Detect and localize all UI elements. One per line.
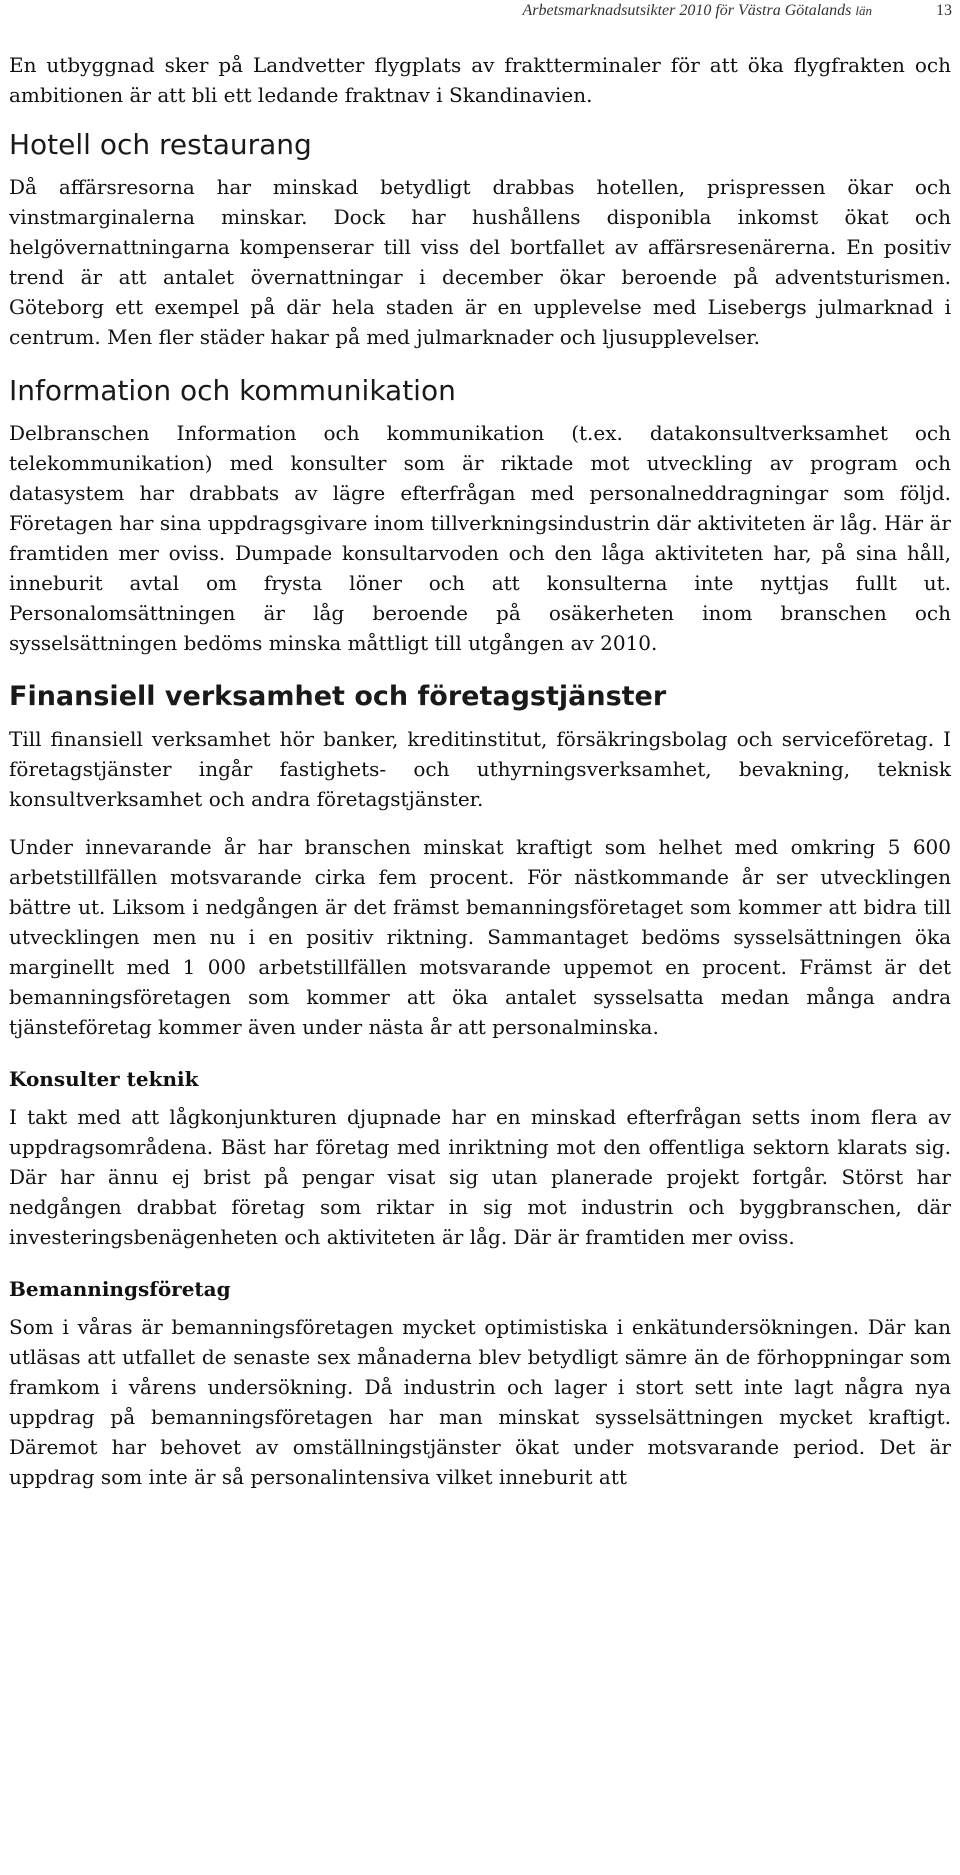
finansiell-paragraph-2: Under innevarande år har branschen minskat kraftigt som helhet med omkring 5 600 arbetstillfällen motsvarande cirka fem procent. För nästkommande år ser utvecklingen bättre ut. Liksom i nedgången är det främst bemanningsföretaget som kommer att bidra till utvecklingen men nu i en positiv riktning. Sammantaget bedöms sysselsättningen öka marginellt med 1 000 arbetstillfällen motsvarande uppemot en procent. Främst är det bemanningsföretagen som kommer att öka antalet sysselsatta medan många andra tjänsteföretag kommer även under nästa år att personalminska.	[9, 835, 951, 1039]
running-title-main: Arbetsmarknadsutsikter 2010 för Västra Götalands	[522, 2, 852, 19]
finansiell-paragraph-1: Till finansiell verksamhet hör banker, kreditinstitut, försäkringsbolag och serviceföretag. I företagstjänster ingår fastighets- och uthyrningsverksamhet, bevakning, teknisk konsultverksamhet och andra företagstjänster.	[9, 727, 951, 811]
document-body	[9, 50, 951, 1492]
running-title	[522, 2, 872, 20]
konsulter-paragraph: I takt med att lågkonjunkturen djupnade har en minskad efterfrågan setts inom flera av uppdragsområdena. Bäst har företag med inriktning mot den offentliga sektorn klarats sig. Där har ännu ej brist på pengar visat sig utan planerade projekt fortgår. Störst har nedgången drabbat företag som riktar in sig mot industrin och byggbranschen, där investeringsbenägenheten och aktiviteten är låg. Där är framtiden mer oviss.	[9, 1105, 951, 1249]
hotell-paragraph: Då affärsresorna har minskad betydligt drabbas hotellen, prispressen ökar och vinstmarginalerna minskar. Dock har hushållens disponibla inkomst ökat och helgövernattningarna kompenserar till viss del bortfallet av affärsresenärerna. En positiv trend är att antalet övernattningar i december ökar beroende på adventsturismen. Göteborg ett exempel på där hela staden är en upplevelse med Lisebergs julmarknad i centrum. Men fler städer hakar på med julmarknader och ljusupplevelser.	[9, 175, 951, 349]
intro-paragraph: En utbyggnad sker på Landvetter flygplats av fraktterminaler för att öka flygfrakten och ambitionen är att bli ett ledande fraktnav i Skandinavien.	[9, 53, 951, 107]
bemanning-paragraph: Som i våras är bemanningsföretagen mycket optimistiska i enkätundersökningen. Där kan utläsas att utfallet de senaste sex månaderna blev betydligt sämre än de förhoppningar som framkom i vårens undersökning. Då industrin och lager i stort sett inte lagt några nya uppdrag på bemanningsföretagen har man minskat sysselsättningen mycket kraftigt. Däremot har behovet av omställningstjänster ökat under motsvarande period. Det är uppdrag som inte är så personalintensiva vilket inneburit att	[9, 1315, 951, 1489]
heading-finansiell-verksamhet: Finansiell verksamhet och företagstjänster	[9, 681, 667, 712]
information-paragraph: Delbranschen Information och kommunikation (t.ex. datakonsultverksamhet och telekommunikation) med konsulter som är riktade mot utveckling av program och datasystem har drabbats av lägre efterfrågan med personalneddragningar som följd. Företagen har sina uppdragsgivare inom tillverkningsindustrin där aktiviteten är låg. Här är framtiden mer oviss. Dumpade konsultarvoden och den låga aktiviteten har, på sina håll, inneburit avtal om frysta löner och att konsulterna inte nyttjas fullt ut. Personalomsättningen är låg beroende på osäkerheten inom branschen och sysselsättningen bedöms minska måttligt till utgången av 2010.	[9, 421, 951, 655]
heading-bemanningsforetag: Bemanningsföretag	[9, 1277, 231, 1301]
heading-konsulter-teknik: Konsulter teknik	[9, 1067, 199, 1091]
heading-hotell-och-restaurang: Hotell och restaurang	[9, 128, 312, 161]
page-number: 13	[936, 2, 952, 19]
heading-information-och-kommunikation: Information och kommunikation	[9, 374, 456, 407]
running-title-lan: län	[855, 3, 872, 18]
running-header	[0, 0, 960, 28]
